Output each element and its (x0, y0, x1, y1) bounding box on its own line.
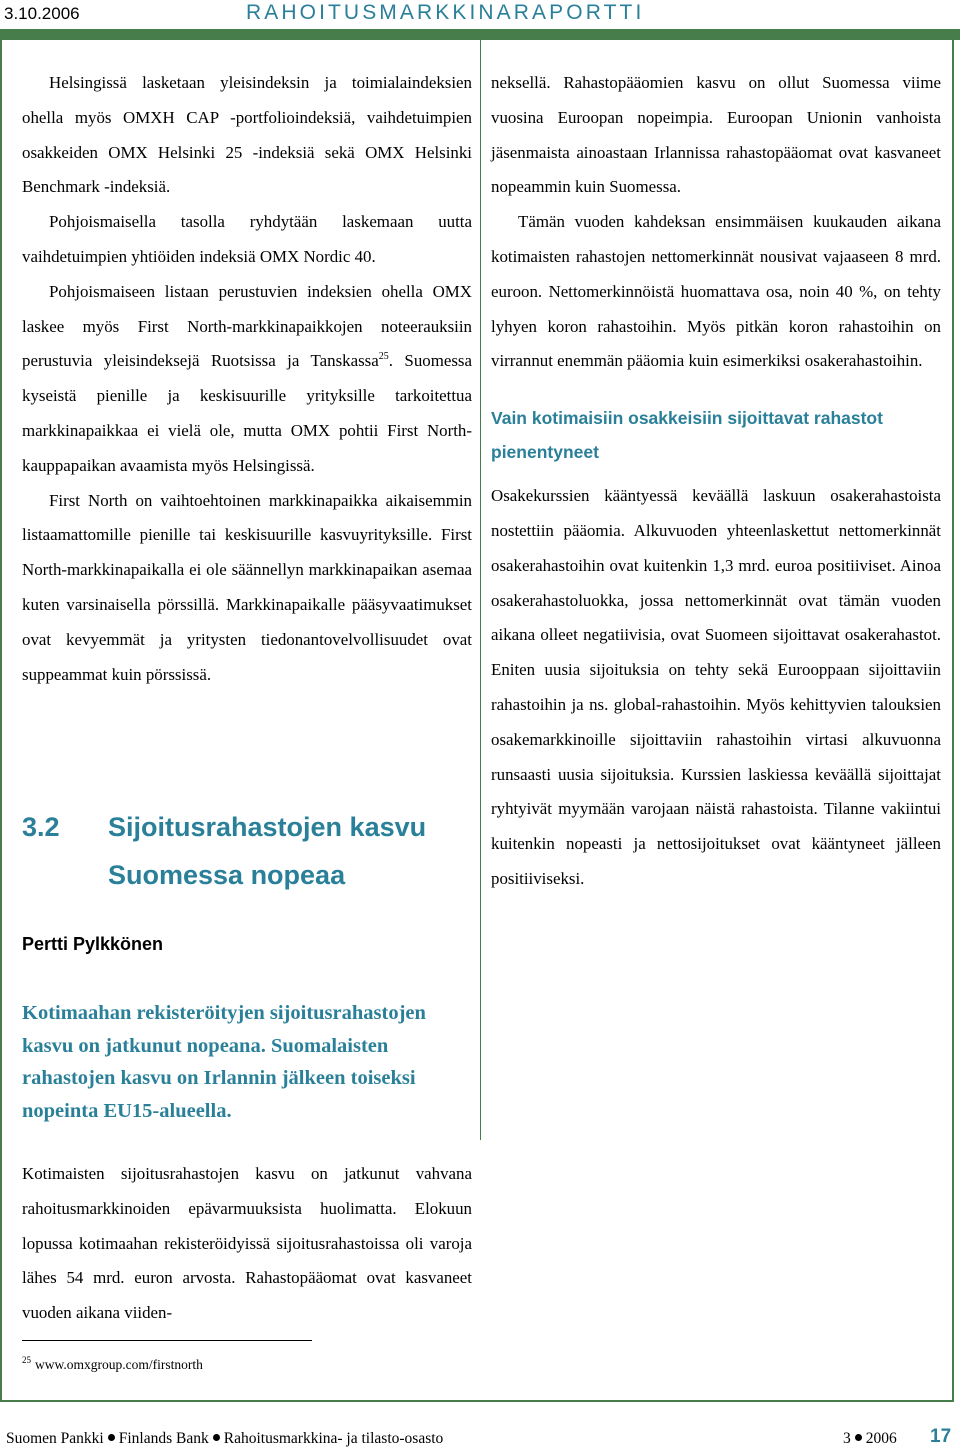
bullet-icon (108, 1434, 115, 1441)
paragraph-first-north: First North on vaihtoehtoinen markkinapaikka aikaisemmin listaamattomille pienille tai keskisuurille kasvuyrityksille. First North-markkinapaikalla ei ole säännellyn markkinapaikan asemaa kuten varsinaisella pörssillä. Markkinapaikalle pääsyvaatimukset ovat kevyemmät ja yritysten tiedonantovelvollisuudet ovat suppeammat kuin pörssissä. (22, 490, 472, 684)
section-number: 3.2 (22, 812, 60, 842)
bottom-border (0, 1400, 954, 1402)
footnote (22, 1357, 203, 1373)
lead-paragraph: Kotimaahan rekisteröityjen sijoitusrahastojen kasvu on jatkunut nopeana. Suomalaisten rahastojen kasvu on Irlannin jälkeen toiseksi nopeinta EU15-alueella. (22, 1002, 426, 1122)
left-border (0, 40, 2, 1400)
right-column (491, 66, 941, 897)
paragraph-net-subscriptions: Tämän vuoden kahdeksan ensimmäisen kuukauden aikana kotimaisten rahastojen nettomerkinnät nousivat vajaaseen 8 mrd. euroon. Nettomerkinnöistä huomattava osa, noin 40 %, on tehty lyhyen koron rahastoihin. Myös pitkän koron rahastoihin on virrannut enemmän pääomia kuin esimerkiksi osakerahastoihin. (491, 212, 941, 371)
author-name: Pertti Pylkkönen (22, 934, 164, 954)
paragraph-fund-growth: Kotimaisten sijoitusrahastojen kasvu on jatkunut vahvana rahoitusmarkkinoiden epävarmuuksista huolimatta. Elokuun lopussa kotimaahan rekisteröidyissä sijoitusrahastoissa oli varoja lähes 54 mrd. euron arvosta. Rahastopääomat ovat kasvaneet vuoden aikana viiden- (22, 1164, 472, 1323)
header-bar (0, 29, 960, 40)
text-run: . Suomessa kyseistä pienille ja keskisuurille yrityksille tarkoitettua markkinapaikkaa ei vielä ole, mutta OMX pohtii First North-kauppapaikan avaamista myös Helsingissä. (22, 351, 472, 475)
footnote-separator (22, 1340, 312, 1341)
footnote-link[interactable]: www.omxgroup.com/firstnorth (35, 1357, 203, 1372)
section-title: Sijoitusrahastojen kasvu Suomessa nopeaa (108, 812, 427, 890)
header-date: 3.10.2006 (4, 4, 80, 23)
right-border (952, 40, 954, 1400)
text-run: Pohjoismaiseen listaan perustuvien indeksien ohella OMX laskee myös First North-markkinapaikkojen noteerauksiin perustuvia yleisindeksejä Ruotsissa ja Tanskassa (22, 281, 472, 371)
bullet-icon (213, 1434, 220, 1441)
bullet-icon (855, 1434, 862, 1441)
footer-issue (843, 1430, 897, 1448)
column-divider (480, 40, 481, 1140)
paragraph-indices: Helsingissä lasketaan yleisindeksin ja toimialaindeksien ohella myös OMXH CAP -portfolioindeksiä, vaihdetuimpien osakkeiden OMX Helsinki 25 -indeksiä sekä OMX Helsinki Benchmark -indeksiä. (22, 73, 472, 197)
subheading: Vain kotimaisiin osakkeisiin sijoittavat rahastot pienentyneet (491, 408, 883, 463)
issue-year: 2006 (865, 1430, 897, 1447)
paragraph-fund-growth-cont: neksellä. Rahastopääomien kasvu on ollut Suomessa viime vuosina Euroopan nopeimpia. Euroopan Unionin vanhoista jäsenmaista ainoastaan Irlannissa rahastopääomat ovat kasvaneet nopeammin kuin Suomessa. (491, 73, 941, 197)
footer-org-sv: Finlands Bank (118, 1430, 209, 1447)
issue-number: 3 (843, 1430, 851, 1447)
page-number: 17 (930, 1426, 952, 1447)
paragraph-first-north-indices (22, 275, 472, 484)
footnote-reference[interactable]: 25 (378, 351, 389, 363)
footer-org-fi: Suomen Pankki (6, 1430, 104, 1447)
footer-department: Rahoitusmarkkina- ja tilasto-osasto (223, 1430, 444, 1447)
footnote-number: 25 (22, 1355, 31, 1365)
paragraph-equity-funds: Osakekurssien kääntyessä keväällä laskuun osakerahastoista nostettiin pääomia. Alkuvuoden yhteenlaskettut nettomerkinnät osakerahastoihin ovat kuitenkin 1,3 mrd. euroa positiiviset. Ainoa osakerahastoluokka, jossa nettomerkinnät ovat tämän vuoden aikana olleet negatiivisia, ovat Suomeen sijoittavat osakerahastot. Eniten uusia sijoituksia on tehty sekä Eurooppaan sijoittaviin rahastoihin ja ns. global-rahastoihin. Myös kehittyvien talouksien osakemarkkinoille sijoittaviin rahastoihin virtasi alkuvuonna runsaasti uusia sijoituksia. Kurssien laskiessa keväällä sijoittajat ryhtyivät myymään varojaan näistä rahastoista. Tilanne vakiintui kuitenkin nopeasti ja nettosijoitukset ovat kääntyneet jälleen positiiviseksi. (491, 486, 941, 888)
report-title: RAHOITUSMARKKINARAPORTTI (246, 1, 645, 24)
left-column (22, 66, 472, 692)
paragraph-nordic: Pohjoismaisella tasolla ryhdytään laskemaan uutta vaihdetuimpien yhtiöiden indeksiä OMX Nordic 40. (22, 212, 472, 266)
footer-publisher (6, 1430, 443, 1448)
